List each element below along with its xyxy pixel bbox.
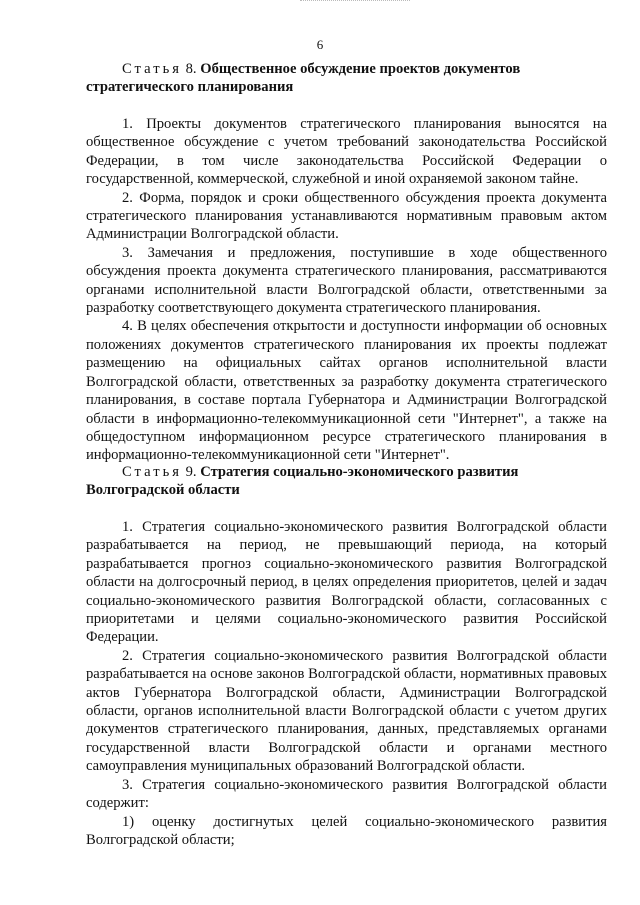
article-9-title-line1: Стратегия социально-экономического развития xyxy=(200,464,519,480)
article-9-prefix: Статья xyxy=(122,464,182,480)
article-8-paragraph-4: 4. В целях обеспечения открытости и доступности информации об основных положениях документов стратегического планирования их проекты подлежат размещению на официальных сайтах органов исполнительной власти Волгоградской области, ответственных за разработку документа стратегического планирования, в составе портала Губернатора и Администрации Волгоградской области в информационно-телекоммуникационной сети "Интернет", а также на общедоступном информационном ресурсе стратегического планирования в информационно-телекоммуникационной сети "Интернет". xyxy=(86,318,607,464)
article-9-heading xyxy=(86,463,607,481)
article-8-paragraph-2: 2. Форма, порядок и сроки общественного обсуждения проекта документа стратегического планирования устанавливаются нормативным правовым актом Администрации Волгоградской области. xyxy=(86,189,607,243)
article-8-title-line2: стратегического планирования xyxy=(86,79,294,96)
article-9-paragraph-1: 1. Стратегия социально-экономического развития Волгоградской области разрабатывается на период, не превышающий периода, на который разрабатывается прогноз социально-экономического развития Волгоградской области на долгосрочный период, в целях определения приоритетов, целей и задач социально-экономического развития Волгоградской области, согласованных с приоритетами и целями социально-экономического развития Российской Федерации. xyxy=(86,519,607,646)
page-number: 6 xyxy=(316,37,324,52)
article-9-paragraph-4: 1) оценку достигнутых целей социально-экономического развития Волгоградской области; xyxy=(86,813,607,848)
article-8-number: 8. xyxy=(185,61,197,77)
article-9-paragraph-3: 3. Стратегия социально-экономического развития Волгоградской области содержит: xyxy=(86,776,607,812)
article-8-prefix: Статья xyxy=(122,61,182,77)
article-8-section xyxy=(86,60,607,97)
article-8-paragraph-3: 3. Замечания и предложения, поступившие в ходе общественного обсуждения проекта документа стратегического планирования, рассматриваются органами исполнительной власти Волгоградской области, ответственными за разработку соответствующего документа стратегического планирования. xyxy=(86,244,607,317)
article-9-paragraph-2: 2. Стратегия социально-экономического развития Волгоградской области разрабатывается на основе законов Волгоградской области, нормативных правовых актов Губернатора Волгоградской области, Администрации Волгоградской области, органов исполнительной власти Волгоградской области с учетом других документов стратегического планирования, данных, представляемых органами государственной власти Волгоградской области и органами местного самоуправления муниципальных образований Волгоградской области. xyxy=(86,647,607,775)
article-8-title-line1: Общественное обсуждение проектов документов xyxy=(200,61,521,77)
article-8-body xyxy=(86,115,607,465)
scan-top-mark xyxy=(300,0,410,3)
article-9-body xyxy=(86,518,607,849)
article-8-paragraph-1: 1. Проекты документов стратегического планирования выносятся на общественное обсуждение с учетом требований законодательства Российской Федерации, в том числе законодательства Российской Федерации о государственной, коммерческой, служебной и иной охраняемой законом тайне. xyxy=(86,116,607,188)
article-9-number: 9. xyxy=(185,464,197,480)
article-9-section xyxy=(86,463,607,500)
article-8-heading xyxy=(86,60,607,78)
article-9-title-line2: Волгоградской области xyxy=(86,482,240,499)
